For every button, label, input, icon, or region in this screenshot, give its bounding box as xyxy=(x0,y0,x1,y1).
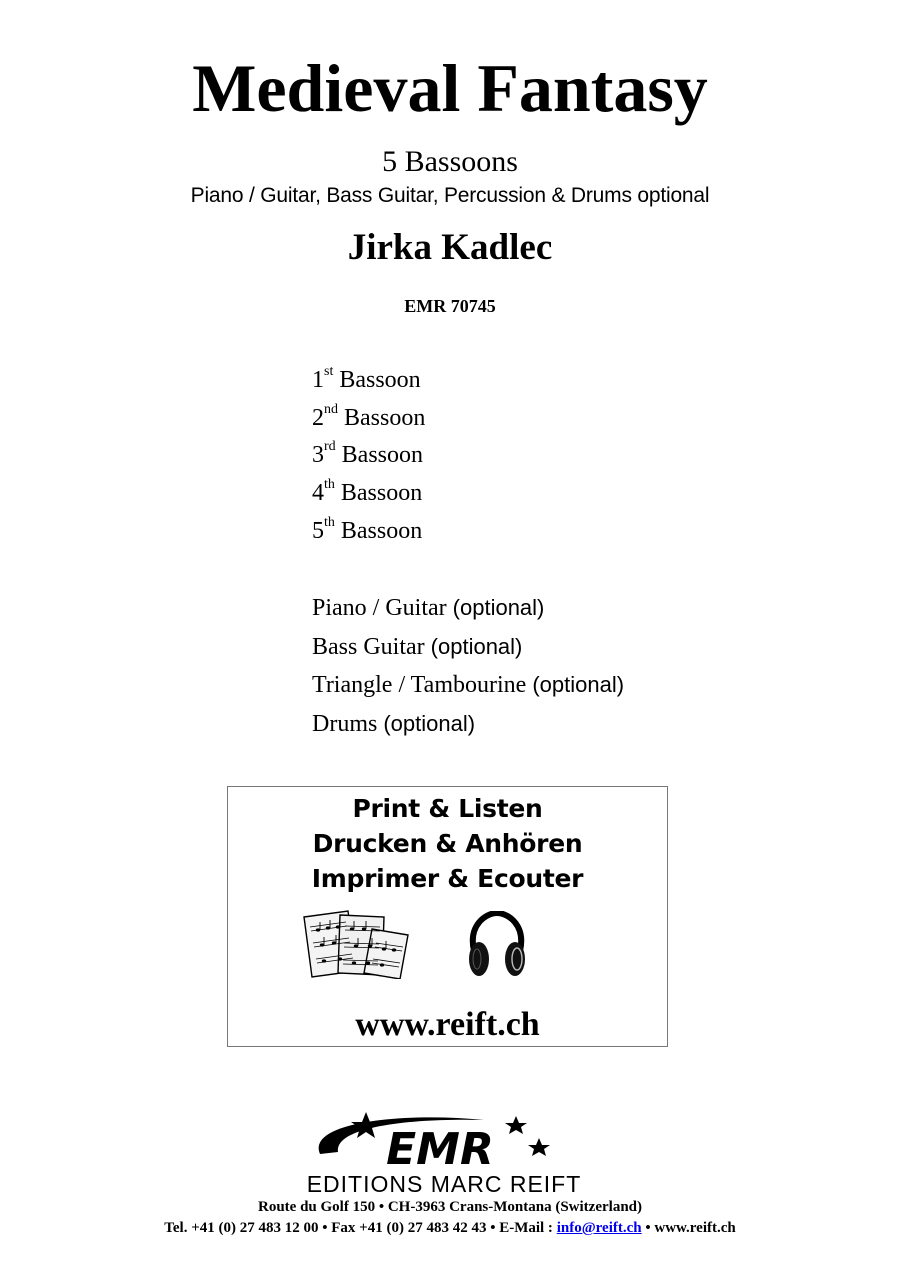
part-ordinal: th xyxy=(324,477,335,493)
footer-address: Route du Golf 150 • CH-3963 Crans-Montana (Switzerland) xyxy=(258,1199,642,1215)
catalog-number: EMR 70745 xyxy=(404,296,496,316)
part-ordinal: th xyxy=(324,514,335,530)
optional-note: (optional) xyxy=(452,595,545,620)
part-name: Bass Guitar xyxy=(312,633,425,660)
part-number: 3 xyxy=(312,442,324,469)
email-link[interactable]: info@reift.ch xyxy=(556,1220,642,1236)
promo-url[interactable]: www.reift.ch xyxy=(355,1006,540,1043)
optional-parts-list xyxy=(312,589,624,744)
contact-phone-fax: Tel. +41 (0) 27 483 12 00 • Fax +41 (0) 27 483 42 43 • E-Mail : xyxy=(164,1220,557,1236)
star-icon xyxy=(351,1112,381,1138)
logo-publisher: EDITIONS MARC REIFT xyxy=(306,1171,582,1196)
list-item xyxy=(312,475,425,513)
promo-line-english: Print & Listen xyxy=(352,794,543,823)
instrumentation: Piano / Guitar, Bass Guitar, Percussion & Drums optional xyxy=(190,184,710,207)
contact-website: • www.reift.ch xyxy=(641,1220,736,1236)
promo-line-french: Imprimer & Ecouter xyxy=(311,864,584,893)
part-name: Bassoon xyxy=(341,442,424,469)
list-item xyxy=(312,400,425,438)
part-number: 5 xyxy=(312,517,324,544)
headphones-icon xyxy=(464,911,530,979)
part-name: Bassoon xyxy=(339,367,421,393)
part-number: 2 xyxy=(312,404,324,431)
part-name: Piano / Guitar xyxy=(312,595,447,621)
part-ordinal: rd xyxy=(324,439,336,455)
list-item xyxy=(312,513,425,551)
page-title: Medieval Fantasy xyxy=(192,50,708,126)
print-listen-box xyxy=(227,786,668,1047)
list-item xyxy=(312,628,624,667)
optional-note: (optional) xyxy=(430,633,523,659)
list-item xyxy=(312,362,425,400)
composer: Jirka Kadlec xyxy=(347,227,553,268)
part-name: Bassoon xyxy=(340,517,423,544)
part-name: Drums xyxy=(312,711,378,738)
list-item xyxy=(312,705,624,744)
logo-mark: EMR xyxy=(386,1124,494,1175)
part-number: 4 xyxy=(312,480,324,507)
parts-list xyxy=(312,362,425,551)
list-item xyxy=(312,666,624,705)
part-name: Bassoon xyxy=(340,480,423,507)
optional-note: (optional) xyxy=(383,711,476,737)
part-ordinal: nd xyxy=(324,401,338,417)
part-name: Triangle / Tambourine xyxy=(312,672,527,699)
part-number: 1 xyxy=(312,367,324,393)
optional-note: (optional) xyxy=(532,672,625,698)
part-name: Bassoon xyxy=(344,404,426,431)
list-item xyxy=(312,589,624,628)
star-icon xyxy=(528,1138,550,1156)
footer-contact xyxy=(0,1218,900,1238)
part-ordinal: st xyxy=(324,364,334,379)
sheet-music-icon xyxy=(300,909,412,979)
subtitle: 5 Bassoons xyxy=(382,145,518,178)
promo-line-german: Drucken & Anhören xyxy=(312,829,583,858)
emr-logo xyxy=(254,1108,634,1196)
list-item xyxy=(312,437,425,475)
star-icon xyxy=(505,1116,527,1134)
